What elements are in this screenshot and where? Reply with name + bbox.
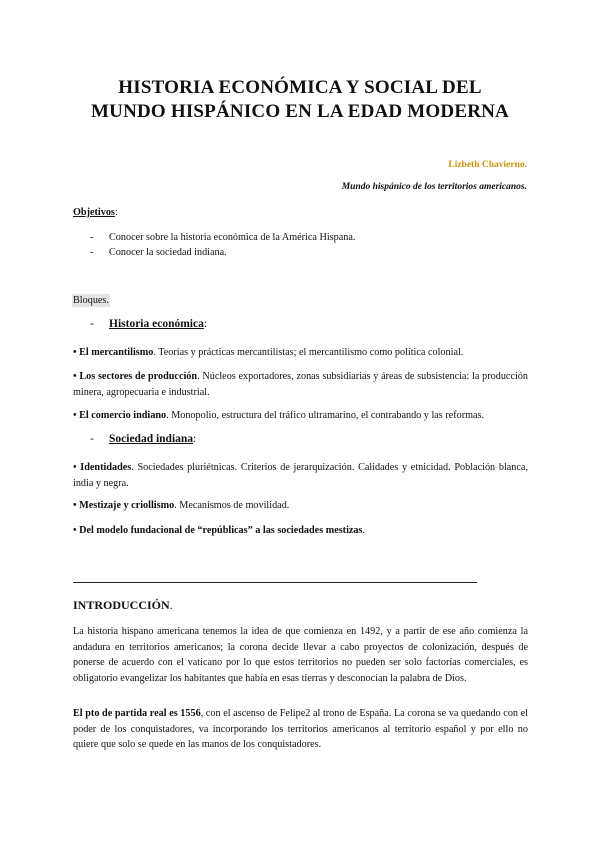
- bloques-label-wrap: [72, 293, 110, 308]
- section-divider: [73, 582, 477, 583]
- author-name: Lizbeth Chavierno.: [448, 160, 527, 170]
- intro-heading: [73, 598, 173, 613]
- block1-item: [73, 369, 528, 400]
- intro-paragraph-2-text: , con el ascenso de Felipe2 al trono de España. La corona se va quedando con el poder de los conquistadores, va incorporando los territorios americanos al territorio español y por ello no quiere que solo se quede en las manos de los conquistadores.: [73, 708, 528, 750]
- title-line-2: MUNDO HISPÁNICO EN LA EDAD MODERNA: [91, 101, 509, 122]
- objetivo-item: Conocer sobre la historia económica de la América Hispana.: [109, 232, 356, 243]
- block2-heading-colon: :: [193, 433, 197, 445]
- intro-heading-period: .: [169, 598, 173, 612]
- item-title: • Mestizaje y criollismo: [73, 500, 175, 511]
- item-title: • Los sectores de producción: [73, 371, 198, 382]
- item-text: . Núcleos exportadores, zonas subsidiarias y áreas de subsistencia: la producción minera, agropecuaria e industrial.: [73, 371, 528, 398]
- item-title: • Identidades: [73, 462, 132, 473]
- title-line-1: HISTORIA ECONÓMICA Y SOCIAL DEL: [118, 77, 482, 98]
- item-text: .: [362, 525, 366, 536]
- item-title: • El mercantilismo: [73, 347, 154, 358]
- block1-item: [73, 408, 528, 424]
- intro-paragraph-2: [73, 706, 528, 753]
- block2-heading-label: Sociedad indiana: [109, 433, 194, 445]
- item-text: . Teorías y prácticas mercantilistas; el mercantilismo como política colonial.: [153, 347, 464, 358]
- document-subtitle: Mundo hispánico de los territorios americanos.: [341, 182, 527, 192]
- block1-heading-label: Historia económica: [109, 318, 204, 330]
- block2-item: [73, 523, 528, 539]
- list-item-dash: -: [90, 232, 94, 243]
- list-item-dash: -: [90, 433, 94, 445]
- item-text: . Monopolio, estructura del tráfico ultramarino, el contrabando y las reformas.: [166, 410, 485, 421]
- block2-item: [73, 460, 528, 491]
- intro-paragraph-2-lead: El pto de partida real es 1556: [73, 708, 201, 719]
- intro-heading-label: INTRODUCCIÓN: [73, 598, 170, 612]
- block2-item: [73, 498, 528, 514]
- item-text: . Mecanismos de movilidad.: [174, 500, 290, 511]
- block1-item: [73, 345, 528, 361]
- block1-heading: [109, 318, 207, 330]
- objetivos-label: Objetivos: [73, 207, 115, 218]
- document-title: [60, 76, 540, 124]
- objetivos-colon: :: [114, 207, 118, 218]
- bloques-label: Bloques.: [73, 295, 109, 306]
- intro-paragraph-1: La historia hispano americana tenemos la idea de que comienza en 1492, y a partir de ese año comienza la andadura en territorios americanos; la corona decide llevar a cabo proyectos de colonización, después de ponerse de acuerdo con el vaticano por lo que estos territorios no pueden ser solo factorías comerciales, es obligatorio evangelizar los habitantes que había en esas tierras y desconocían la palabra de Dios.: [73, 626, 528, 684]
- item-title: • El comercio indiano: [73, 410, 167, 421]
- block2-heading: [109, 433, 196, 445]
- objetivo-item: Conocer la sociedad indiana.: [109, 247, 227, 258]
- list-item-dash: -: [90, 247, 94, 258]
- item-title: • Del modelo fundacional de “repúblicas” a las sociedades mestizas: [73, 525, 363, 536]
- item-text: . Sociedades pluriétnicas. Criterios de jerarquización. Calidades y etnicidad. Población blanca, india y negra.: [73, 462, 528, 489]
- list-item-dash: -: [90, 318, 94, 330]
- block1-heading-colon: :: [203, 318, 208, 330]
- objetivos-heading: [73, 205, 118, 220]
